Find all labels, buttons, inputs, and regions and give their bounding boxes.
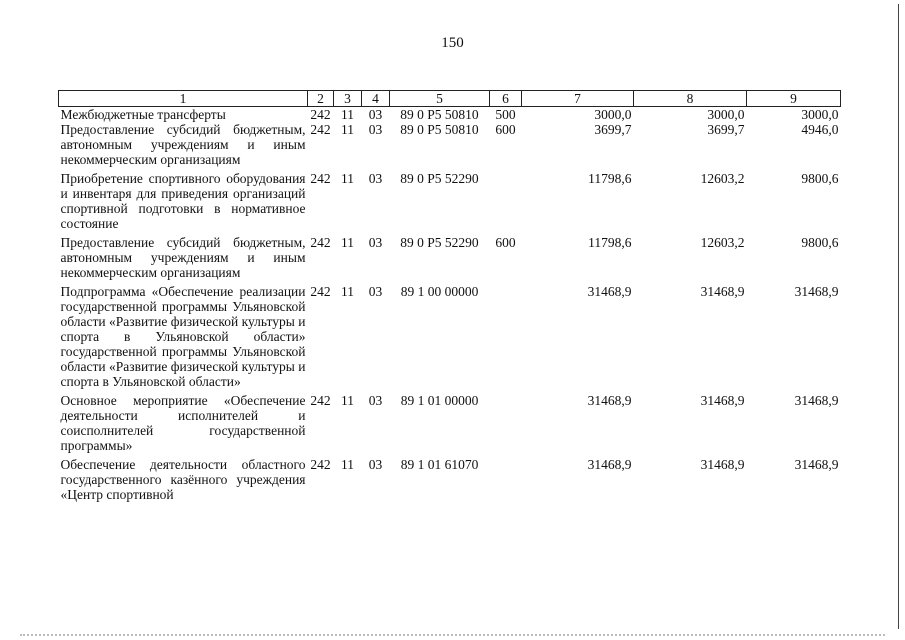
cell-amount: 31468,9 [794,457,839,472]
column-header: 7 [522,91,634,107]
cell-code [490,393,522,457]
cell-code: 03 [368,235,383,250]
cell-amount: 9800,6 [801,171,839,186]
cell-amount: 11798,6 [588,235,632,250]
cell-code: 89 0 P5 50810 [400,107,479,122]
budget-table [58,90,841,506]
cell-code: 11 [341,235,354,250]
column-header: 5 [390,91,490,107]
column-header: 2 [308,91,334,107]
cell-code [490,457,522,506]
cell-code [490,171,522,235]
cell-amount: 3000,0 [594,107,632,122]
cell-code: 03 [368,107,383,122]
cell-code: 242 [310,107,331,122]
cell-amount: 31468,9 [794,393,839,408]
cell-code: 11 [341,393,354,408]
cell-amount: 31468,9 [587,284,632,299]
page-border [898,4,899,629]
column-header: 1 [59,91,308,107]
cell-code: 242 [310,171,331,186]
cell-amount: 9800,6 [801,235,839,250]
cell-amount: 3699,7 [707,122,745,137]
cell-code: 89 1 01 61070 [400,457,479,472]
scan-edge-line [20,634,885,636]
row-name: Обеспечение деятельности областного государственного казённого учреждения «Центр спортивной [60,457,306,502]
column-header: 4 [362,91,390,107]
row-name: Предоставление субсидий бюджетным, автономным учреждениям и иным некоммерческим организациям [60,122,306,167]
cell-amount: 11798,6 [588,171,632,186]
cell-code: 11 [341,284,354,299]
cell-amount: 4946,0 [801,122,839,137]
cell-code: 242 [310,284,331,299]
cell-amount: 31468,9 [587,393,632,408]
table-row [59,171,841,235]
cell-code: 11 [341,107,354,122]
cell-amount: 12603,2 [700,235,745,250]
cell-amount: 3699,7 [594,122,632,137]
row-name: Межбюджетные трансферты [60,107,226,122]
table-row [59,107,841,123]
cell-code: 03 [368,457,383,472]
cell-amount: 12603,2 [700,171,745,186]
column-header: 3 [334,91,362,107]
cell-code: 242 [310,393,331,408]
table-row [59,235,841,284]
cell-code [490,284,522,393]
cell-code: 500 [495,107,516,122]
cell-code: 600 [495,235,516,250]
table-header-row [59,91,841,107]
page-number: 150 [441,35,464,51]
cell-code: 242 [310,235,331,250]
cell-code: 03 [368,393,383,408]
cell-amount: 31468,9 [700,457,745,472]
cell-code: 242 [310,122,331,137]
cell-code: 03 [368,122,383,137]
cell-code: 11 [341,122,354,137]
cell-code: 89 1 01 00000 [400,393,479,408]
row-name: Приобретение спортивного оборудования и инвентаря для приведения организаций спортивной подготовки в нормативное состояние [60,171,306,231]
cell-code: 89 0 P5 52290 [400,235,479,250]
row-name: Подпрограмма «Обеспечение реализации государственной программы Ульяновской области «Развитие физической культуры и спорта в Ульяновской области» государственной программы Ульяновской области «Развитие физической культуры и спорта в Ульяновской области» [60,284,306,389]
cell-code: 03 [368,171,383,186]
cell-amount: 3000,0 [801,107,839,122]
cell-amount: 3000,0 [707,107,745,122]
cell-code: 03 [368,284,383,299]
row-name: Основное мероприятие «Обеспечение деятельности исполнителей и соисполнителей государственной программы» [60,393,306,453]
cell-code: 11 [341,171,354,186]
table-row [59,393,841,457]
cell-code: 600 [495,122,516,137]
column-header: 8 [634,91,747,107]
cell-code: 89 0 P5 50810 [400,122,479,137]
table-row [59,122,841,171]
cell-amount: 31468,9 [794,284,839,299]
cell-code: 89 0 P5 52290 [400,171,479,186]
column-header: 6 [490,91,522,107]
table-row [59,284,841,393]
cell-code: 11 [341,457,354,472]
cell-code: 242 [310,457,331,472]
row-name: Предоставление субсидий бюджетным, автономным учреждениям и иным некоммерческим организациям [60,235,306,280]
table-row [59,457,841,506]
column-header: 9 [747,91,841,107]
cell-amount: 31468,9 [700,284,745,299]
cell-amount: 31468,9 [587,457,632,472]
cell-code: 89 1 00 00000 [400,284,479,299]
cell-amount: 31468,9 [700,393,745,408]
